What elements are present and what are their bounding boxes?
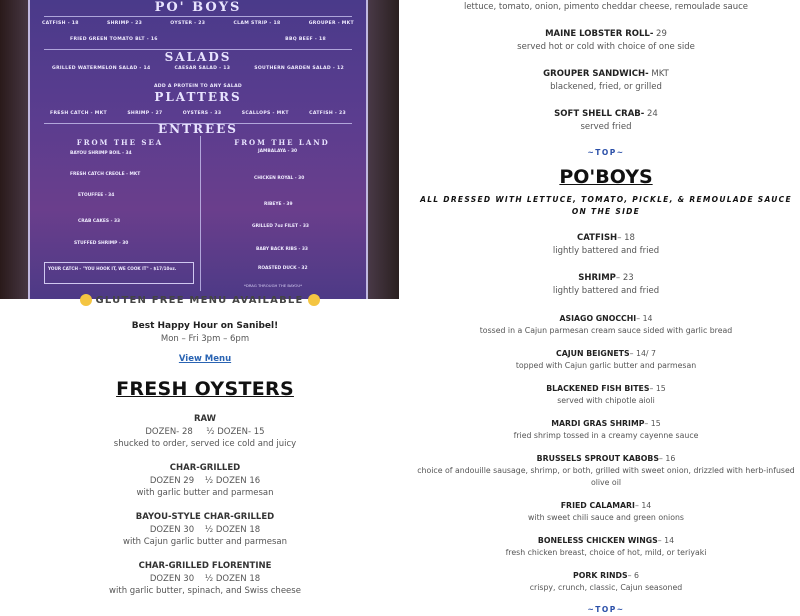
app-desc: topped with Cajun garlic butter and parmesan (515, 361, 697, 370)
photo-item: OYSTERS - 33 (182, 111, 222, 116)
photo-item: CAESAR SALAD - 13 (174, 66, 231, 71)
back-to-top-link[interactable]: ~TOP~ (587, 605, 625, 614)
app-price: – 16 (659, 454, 676, 463)
oyster-price: DOZEN 30 ½ DOZEN 18 (149, 574, 261, 584)
photo-item: CATFISH - 23 (309, 111, 346, 116)
photo-item: GRILLED WATERMELON SALAD - 14 (52, 66, 151, 71)
photo-poboy-row (42, 21, 354, 26)
oyster-name: CHAR-GRILLED FLORENTINE (138, 561, 272, 571)
oyster-desc: with garlic butter and parmesan (136, 488, 274, 498)
sandwich-item (412, 68, 800, 94)
app-item (412, 535, 800, 559)
photo-item: SHRIMP - 27 (127, 111, 163, 116)
photo-heading-entrees: ENTREES (158, 122, 238, 136)
sandwich-name-text: MAINE LOBSTER ROLL- (545, 29, 654, 39)
photo-item: GROUPER - MKT (308, 21, 354, 26)
happy-hour-time: Mon – Fri 3pm – 6pm (160, 334, 250, 344)
photo-item: CATFISH - 18 (42, 21, 79, 26)
poboys-subtitle: ALL DRESSED WITH LETTUCE, TOMATO, PICKLE, & REMOULADE SAUCE ON THE SIDE (420, 195, 792, 216)
sandwich-name (412, 68, 800, 81)
photo-platter-row (50, 111, 346, 116)
right-column (412, 0, 800, 616)
app-item (412, 418, 800, 442)
sandwich-desc: served hot or cold with choice of one side (517, 42, 695, 52)
back-to-top-link[interactable]: ~TOP~ (587, 148, 625, 157)
photo-item: CLAM STRIP - 18 (233, 21, 281, 26)
app-name (412, 500, 800, 512)
poboy-item (412, 272, 800, 298)
app-item (412, 453, 800, 489)
photo-salad-addon (60, 84, 336, 89)
photo-sea-item: FRESH CATCH CREOLE - MKT (70, 172, 141, 177)
gluten-free-icon (80, 294, 92, 306)
app-price: – 15 (644, 419, 661, 428)
happy-hour-title: Best Happy Hour on Sanibel! (131, 321, 279, 331)
poboy-name (412, 272, 800, 285)
photo-column-divider (200, 136, 201, 291)
oyster-name: RAW (193, 414, 217, 424)
sandwich-price: 24 (644, 109, 658, 119)
app-name-text: ASIAGO GNOCCHI (559, 314, 637, 323)
app-name (412, 383, 800, 395)
app-price: – 15 (649, 384, 666, 393)
oyster-name: BAYOU-STYLE CHAR-GRILLED (135, 512, 275, 522)
app-name (412, 570, 800, 582)
photo-land-item: JAMBALAYA - 30 (258, 149, 298, 154)
item-desc: lettuce, tomato, onion, pimento cheddar cheese, remoulade sauce (463, 2, 749, 12)
app-desc: choice of andouille sausage, shrimp, or both, grilled with sweet onion, drizzled with herb-infused olive oil (417, 466, 795, 487)
menu-board (28, 0, 368, 299)
oyster-item (0, 413, 410, 451)
photo-catch-box (44, 262, 194, 284)
sandwich-item (412, 108, 800, 134)
app-name-text: BRUSSELS SPROUT KABOBS (536, 454, 659, 463)
fresh-oysters-title: FRESH OYSTERS (116, 378, 294, 400)
app-name (412, 418, 800, 430)
photo-land-item: GRILLED 7oz FILET - 33 (252, 224, 309, 229)
photo-salad-row (52, 66, 344, 71)
app-item (412, 383, 800, 407)
app-name-text: MARDI GRAS SHRIMP (551, 419, 645, 428)
sandwich-price: MKT (648, 69, 669, 79)
photo-item: FRESH CATCH - MKT (50, 111, 107, 116)
poboy-desc: lightly battered and fried (552, 246, 660, 256)
gluten-free-banner (0, 294, 399, 306)
app-name (412, 348, 800, 360)
sandwich-name-text: GROUPER SANDWICH- (543, 69, 649, 79)
app-desc: tossed in a Cajun parmesan cream sauce sided with garlic bread (479, 326, 733, 335)
oyster-name: CHAR-GRILLED (169, 463, 241, 473)
photo-item: SCALLOPS - MKT (241, 111, 289, 116)
poboy-name (412, 232, 800, 245)
photo-item: OYSTER - 23 (170, 21, 206, 26)
photo-sea-item: BAYOU SHRIMP BOIL - 34 (70, 151, 132, 156)
photo-land-item: BABY BACK RIBS - 33 (256, 247, 308, 252)
app-price: – 14 (634, 501, 652, 510)
photo-sea-item: CRAB CAKES - 33 (78, 219, 121, 224)
photo-catch-note: YOUR CATCH - "YOU HOOK IT, WE COOK IT" - $17/10oz. (48, 266, 177, 271)
poboy-desc: lightly battered and fried (552, 286, 660, 296)
sandwich-name (412, 28, 800, 41)
oyster-price: DOZEN 30 ½ DOZEN 18 (149, 525, 261, 535)
view-menu-link[interactable]: View Menu (178, 354, 232, 364)
app-price: – 6 (627, 571, 639, 580)
gluten-free-icon (308, 294, 320, 306)
app-price: – 14 (657, 536, 675, 545)
app-price: – 14/ 7 (629, 349, 656, 358)
app-desc: crispy, crunch, classic, Cajun seasoned (529, 583, 683, 592)
app-name-text: CAJUN BEIGNETS (556, 349, 630, 358)
app-item (412, 500, 800, 524)
oyster-item (0, 462, 410, 500)
sandwich-price: 29 (653, 29, 667, 39)
photo-sea-item: STUFFED SHRIMP - 30 (74, 241, 129, 246)
photo-heading-platters: PLATTERS (154, 90, 242, 104)
photo-divider (44, 16, 352, 17)
poboys-title: PO'BOYS (559, 166, 653, 188)
app-name-text: PORK RINDS (573, 571, 628, 580)
oyster-desc: with garlic butter, spinach, and Swiss cheese (109, 586, 301, 596)
photo-item: FRIED GREEN TOMATO BLT - 16 (70, 37, 158, 42)
photo-item: SOUTHERN GARDEN SALAD - 12 (254, 66, 344, 71)
sandwich-name-text: SOFT SHELL CRAB- (554, 109, 645, 119)
gluten-free-text: GLUTEN FREE MENU AVAILABLE (95, 295, 304, 306)
app-item (412, 348, 800, 372)
photo-heading-poboys: PO' BOYS (154, 0, 242, 15)
photo-subhead-sea: FROM THE SEA (76, 138, 164, 147)
sandwich-desc: served fried (580, 122, 632, 132)
oyster-desc: with Cajun garlic butter and parmesan (123, 537, 287, 547)
photo-heading-salads: SALADS (164, 50, 232, 64)
app-name-text: BLACKENED FISH BITES (546, 384, 650, 393)
left-column (0, 320, 410, 598)
app-price: – 14 (636, 314, 653, 323)
oyster-price: DOZEN 29 ½ DOZEN 16 (149, 476, 261, 486)
app-item (412, 570, 800, 594)
photo-land-item: RIBEYE - 39 (264, 202, 293, 207)
photo-poboy-row2 (70, 37, 326, 42)
photo-item: SHRIMP - 23 (106, 21, 143, 26)
photo-land-item: ROASTED DUCK - 32 (258, 266, 308, 271)
poboy-name-text: CATFISH (577, 233, 618, 243)
app-item (412, 313, 800, 337)
oyster-price: DOZEN- 28 ½ DOZEN- 15 (145, 427, 265, 437)
photo-item: BBQ BEEF - 18 (285, 37, 326, 42)
oyster-item (0, 511, 410, 549)
poboy-price: – 18 (617, 233, 635, 243)
poboy-price: – 23 (615, 273, 634, 283)
app-name-text: BONELESS CHICKEN WINGS (537, 536, 658, 545)
sandwich-name (412, 108, 800, 121)
app-name-text: FRIED CALAMARI (560, 501, 635, 510)
app-name (412, 453, 800, 465)
sandwich-desc: blackened, fried, or grilled (550, 82, 662, 92)
photo-item: ADD A PROTEIN TO ANY SALAD (153, 84, 243, 89)
photo-subhead-land: FROM THE LAND (234, 138, 330, 147)
oyster-item (0, 560, 410, 598)
app-name (412, 313, 800, 325)
app-desc: fresh chicken breast, choice of hot, mild, or teriyaki (505, 548, 707, 557)
photo-sea-item: ETOUFFEE - 34 (78, 193, 115, 198)
poboy-name-text: SHRIMP (578, 273, 616, 283)
photo-drag-note: *DRAG THROUGH THE BAYOU* (244, 283, 303, 288)
app-desc: fried shrimp tossed in a creamy cayenne sauce (513, 431, 699, 440)
photo-land-item: CHICKEN ROYAL - 30 (254, 176, 305, 181)
menu-board-photo (0, 0, 399, 299)
app-name (412, 535, 800, 547)
poboy-item (412, 232, 800, 258)
oyster-desc: shucked to order, served ice cold and juicy (113, 439, 297, 449)
sandwich-item (412, 28, 800, 54)
app-desc: with sweet chili sauce and green onions (528, 513, 684, 522)
app-desc: served with chipotle aioli (557, 396, 655, 405)
